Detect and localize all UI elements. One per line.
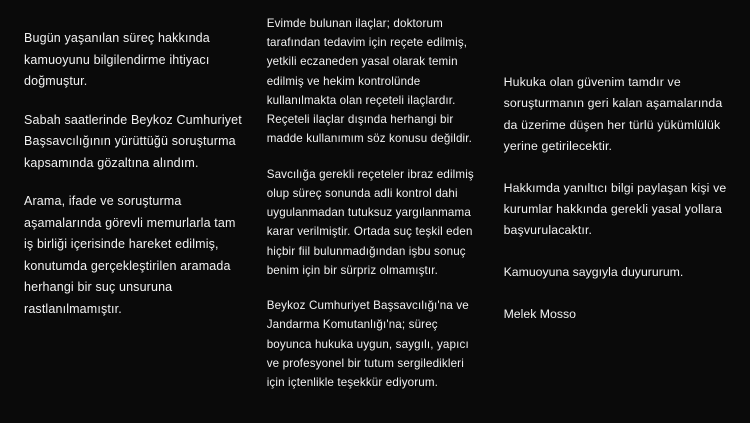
paragraph: Hukuka olan güvenim tamdır ve soruşturmanın geri kalan aşamalarında da üzerime düşen her türlü yükümlülük yerine getirilecektir. <box>503 75 726 154</box>
signature-name: Melek Mosso <box>503 307 576 322</box>
paragraph: Bugün yaşanılan süreç hakkında kamuoyunu bilgilendirme ihtiyacı doğmuştur. <box>24 31 214 88</box>
statement-column-1 <box>10 10 267 337</box>
statement-column-3 <box>500 10 744 325</box>
statement-column-2 <box>267 10 500 408</box>
paragraph: Beykoz Cumhuriyet Başsavcılığı'na ve Jandarma Komutanlığı'na; süreç boyunca hukuka uygun, saygılı, yapıcı ve profesyonel bir tutum sergiledikleri için içtenlikle teşekkür ediyorum. <box>266 299 473 389</box>
paragraph: Evimde bulunan ilaçlar; doktorum tarafından tedavim için reçete edilmiş, yetkili eczaneden yasal olarak temin edilmiş ve hekim kontrolünde kullanılmakta olan reçeteli ilaçlardır. Reçeteli ilaçlar dışında herhangi bir madde kullanımım söz konusu değildir. <box>266 17 473 146</box>
closing-line: Kamuoyuna saygıyla duyururum. <box>503 264 684 279</box>
paragraph: Savcılığa gerekli reçeteler ibraz edilmiş olup süreç sonunda adli kontrol dahi uygulanmadan tutuksuz yargılanmama karar verilmiştir. Ortada suç teşkil eden hiçbir fiil bulunmadığından işbu sonuç benim için bir sürpriz olmamıştır. <box>266 167 478 277</box>
paragraph: Hakkımda yanıltıcı bilgi paylaşan kişi ve kurumlar hakkında gerekli yasal yollara başvurulacaktır. <box>503 180 730 238</box>
paragraph: Sabah saatlerinde Beykoz Cumhuriyet Başsavcılığının yürüttüğü soruşturma kapsamında gözaltına alındım. <box>24 112 246 170</box>
paragraph: Arama, ifade ve soruşturma aşamalarında görevli memurlarla tam iş birliği içerisinde hareket edilmiş, konutumda gerçekleştirilen aramada herhangi bir suç unsuruna rastlanılmamıştır. <box>24 194 240 316</box>
